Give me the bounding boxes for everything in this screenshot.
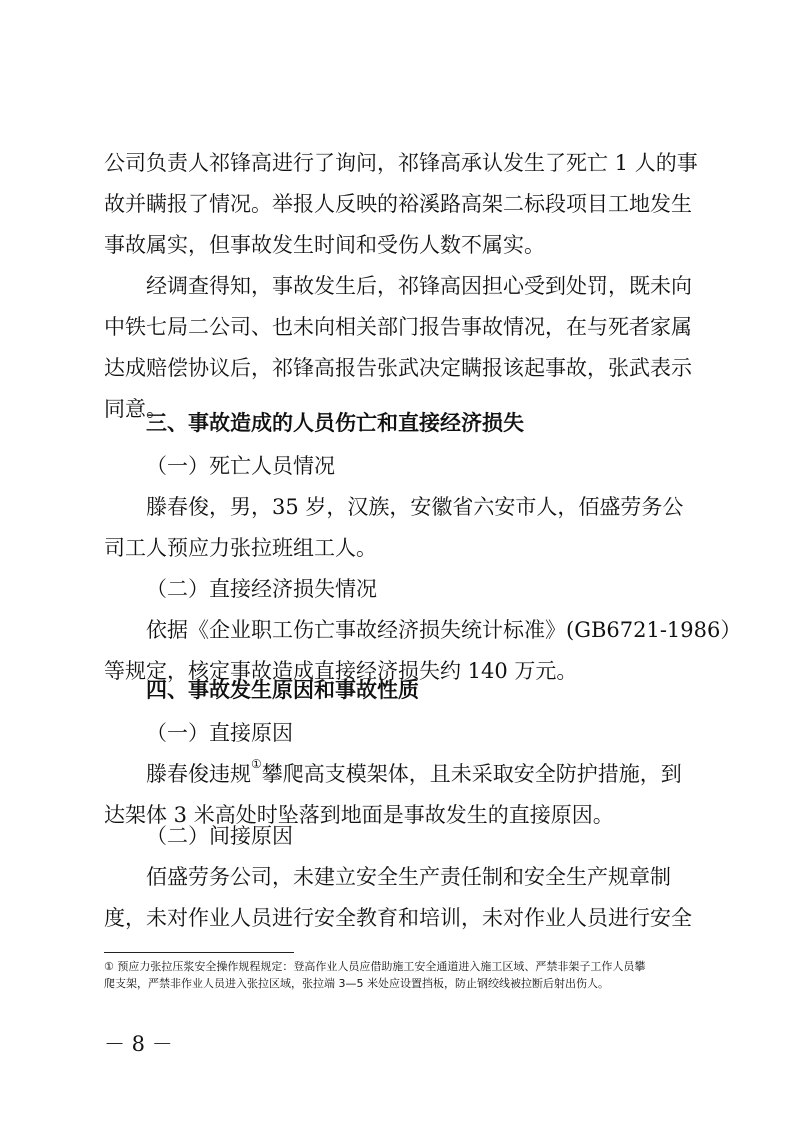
text-fragment: 滕春俊违规 <box>104 762 251 786</box>
text-line: 故并瞒报了情况。举报人反映的裕溪路高架二标段项目工地发生 <box>104 192 692 216</box>
page-number: － 8 － <box>104 1032 173 1056</box>
text-line <box>104 754 694 795</box>
text-line: 度，未对作业人员进行安全教育和培训，未对作业人员进行安全 <box>104 906 692 930</box>
text-line: 事故属实，但事故发生时间和受伤人数不属实。 <box>104 233 545 257</box>
section-heading-causes: 四、事故发生原因和事故性质 <box>146 678 419 702</box>
footnote-line: ① 预应力张拉压浆安全操作规程规定：登高作业人员应借助施工安全通道进入施工区域、严禁非架子工作人员攀 <box>104 960 646 973</box>
text-line: 达架体 3 米高处时坠落到地面是事故发生的直接原因。 <box>104 803 614 827</box>
text-line: 经调查得知，事故发生后，祁锋高因担心受到处罚，既未向 <box>104 274 692 298</box>
text-line: 等规定，核定事故造成直接经济损失约 140 万元。 <box>104 659 578 683</box>
footnote-marker[interactable]: ① <box>251 757 262 771</box>
subheading-indirect-cause: （二）间接原因 <box>146 824 293 848</box>
paragraph-inquiry <box>104 143 698 266</box>
text-line: 司工人预应力张拉班组工人。 <box>104 536 377 560</box>
footnote-divider <box>104 952 294 953</box>
subheading-direct-cause: （一）直接原因 <box>146 721 293 745</box>
paragraph-victim <box>104 487 694 569</box>
footnote-line: 爬支架，严禁非作业人员进入张拉区域，张拉端 3—5 米处应设置挡板，防止钢绞线被拉断后射出伤人。 <box>104 977 609 990</box>
text-line: 达成赔偿协议后，祁锋高报告张武决定瞒报该起事故，张武表示 <box>104 356 692 380</box>
text-line: 依据《企业职工伤亡事故经济损失统计标准》(GB6721-1986） <box>104 618 742 642</box>
text-line: 滕春俊，男，35 岁，汉族，安徽省六安市人，佰盛劳务公 <box>104 495 684 519</box>
text-fragment: 攀爬高支模架体，且未采取安全防护措施，到 <box>261 762 682 786</box>
text-line: 中铁七局二公司、也未向相关部门报告事故情况，在与死者家属 <box>104 315 692 339</box>
text-line: 佰盛劳务公司，未建立安全生产责任制和安全生产规章制 <box>104 865 671 889</box>
section-heading-casualties: 三、事故造成的人员伤亡和直接经济损失 <box>146 411 524 435</box>
subheading-deaths: （一）死亡人员情况 <box>146 454 335 478</box>
paragraph-indirect-cause <box>104 857 694 939</box>
text-line: 同意。 <box>104 397 167 421</box>
subheading-economic-loss: （二）直接经济损失情况 <box>146 577 377 601</box>
text-line: 公司负责人祁锋高进行了询问，祁锋高承认发生了死亡 1 人的事 <box>104 151 698 175</box>
footnote <box>104 958 699 992</box>
